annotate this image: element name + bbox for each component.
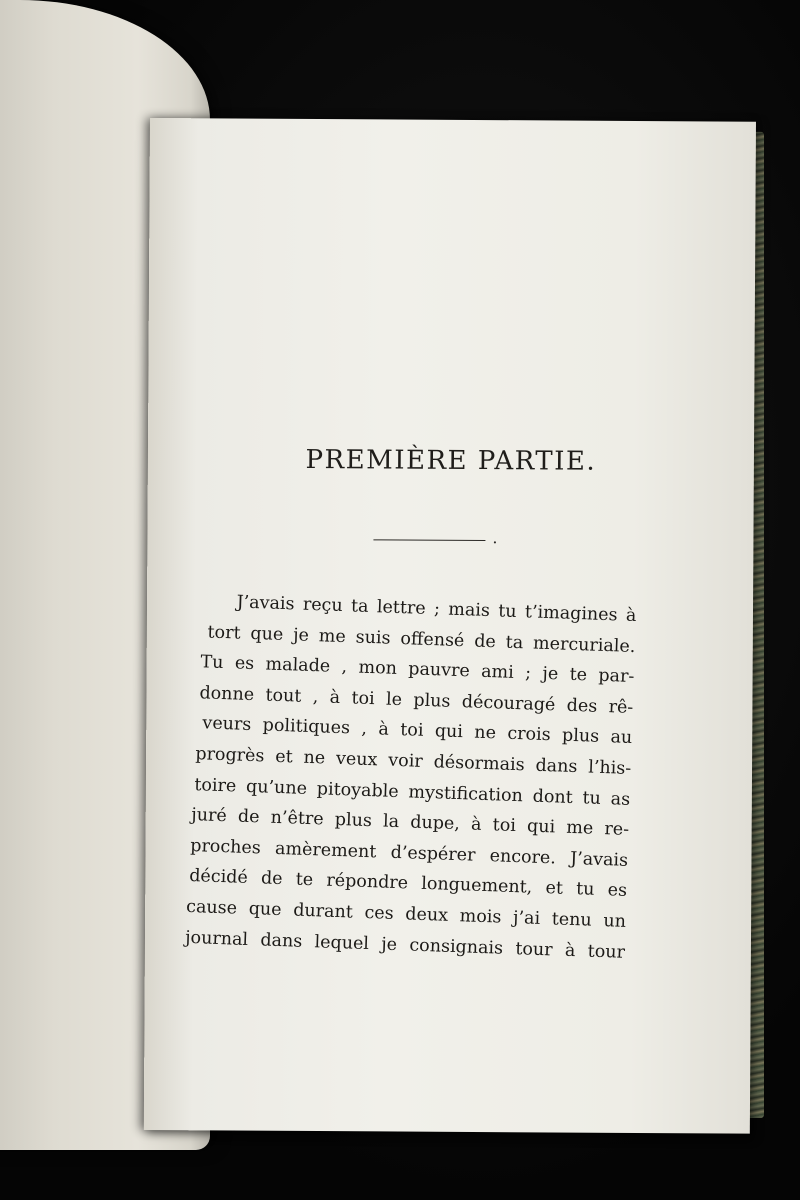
book-page <box>144 118 756 1134</box>
text-line: journal dans lequel je consignais tour à tour <box>184 927 626 963</box>
text-line: progrès et ne veux voir désormais dans l’his- <box>195 744 632 779</box>
text-line: toire qu’une pitoyable mystification dont tu as <box>194 774 631 810</box>
body-text <box>184 586 637 968</box>
text-line: veurs politiques , à toi qui ne crois plus au <box>202 713 633 749</box>
text-line: donne tout , à toi le plus découragé des rê- <box>199 683 634 718</box>
show-through-texture <box>237 239 659 602</box>
text-line: juré de n’être plus la dupe, à toi qui me re- <box>191 805 630 841</box>
text-line: tort que je me suis offensé de ta mercuriale. <box>207 622 636 657</box>
text-line: proches amèrement d’espérer encore. J’avais <box>189 835 629 871</box>
text-line: cause que durant ces deux mois j’ai tenu un <box>185 896 627 932</box>
text-line: Tu es malade , mon pauvre ami ; je te par- <box>200 652 635 688</box>
rule-dot: . <box>492 528 498 548</box>
text-line: J’avais reçu ta lettre ; mais tu t’imagines à <box>236 592 637 627</box>
text-line: décidé de te répondre longuement, et tu es <box>188 866 628 902</box>
part-title: PREMIÈRE PARTIE. <box>305 444 597 477</box>
